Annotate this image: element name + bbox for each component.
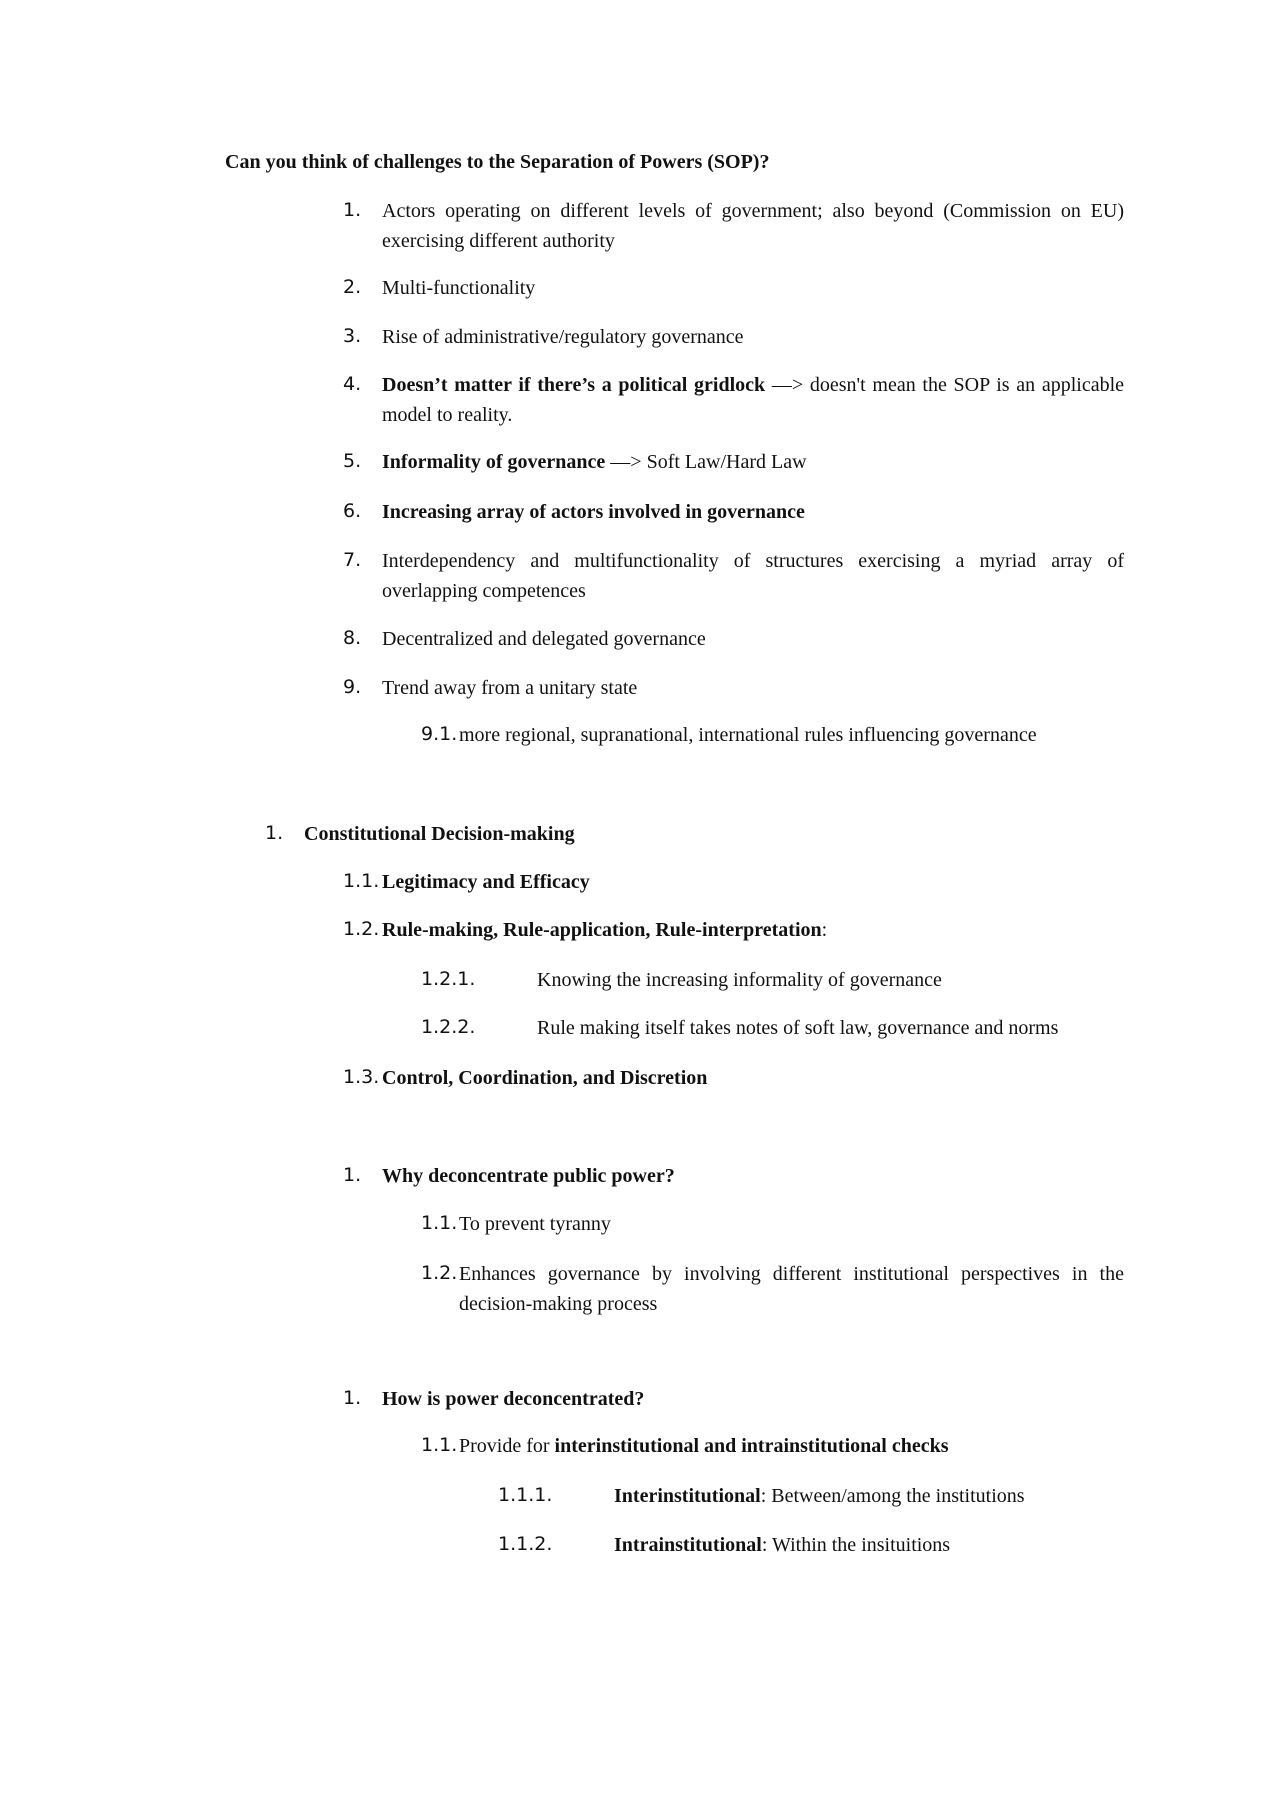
- plain-phrase: —> doesn't mean the SOP is an applicable model to reality.: [382, 374, 1125, 426]
- list-number: 1.2.2.: [421, 1016, 476, 1038]
- list-number: 1.1.2.: [498, 1533, 553, 1555]
- list-item-text: To prevent tyranny: [459, 1213, 611, 1235]
- bold-phrase: Intrainstitutional: [614, 1534, 762, 1556]
- list-item-text: Rise of administrative/regulatory governance: [382, 326, 744, 348]
- section-title: How is power deconcentrated?: [382, 1388, 645, 1410]
- list-item-text: Trend away from a unitary state: [382, 677, 638, 699]
- list-number: 1.3.: [343, 1066, 380, 1088]
- list-item-text: [382, 370, 1124, 430]
- bold-phrase: interinstitutional and intrainstitutional checks: [554, 1435, 949, 1457]
- list-item-text: [614, 1530, 950, 1560]
- list-number: 4.: [343, 373, 362, 395]
- section-number: 1.: [343, 1387, 362, 1409]
- list-number: 6.: [343, 500, 362, 522]
- plain-phrase: : Between/among the institutions: [760, 1485, 1025, 1507]
- list-item-text: [614, 1481, 1025, 1511]
- list-item-text: more regional, supranational, international rules influencing governance: [459, 724, 1037, 746]
- section-title: Constitutional Decision-making: [304, 823, 575, 845]
- section-number: 1.: [343, 1164, 362, 1186]
- list-item-text: Multi-functionality: [382, 277, 536, 299]
- list-item-text: Knowing the increasing informality of governance: [537, 969, 942, 991]
- list-item-text: Enhances governance by involving different institutional perspectives in the decision-making process: [459, 1263, 1124, 1315]
- plain-phrase: : Within the insituitions: [761, 1534, 951, 1556]
- bold-phrase: Doesn’t matter if there’s a political gridlock: [382, 374, 766, 396]
- list-item-text: Legitimacy and Efficacy: [382, 871, 590, 893]
- section-title: Why deconcentrate public power?: [382, 1165, 675, 1187]
- list-number: 1.1.: [343, 870, 380, 892]
- bold-phrase: Informality of governance: [382, 451, 606, 473]
- list-number: 1.1.: [421, 1434, 458, 1456]
- list-number: 9.1.: [421, 723, 458, 745]
- plain-phrase: Provide for: [459, 1435, 555, 1457]
- list-number: 7.: [343, 549, 362, 571]
- list-item-text: [459, 1431, 948, 1461]
- list-item-text: [382, 447, 807, 477]
- bold-phrase: Interinstitutional: [614, 1485, 761, 1507]
- list-item-text: Interdependency and multifunctionality of structures exercising a myriad array of overlapping competences: [382, 550, 1124, 602]
- document-heading: Can you think of challenges to the Separation of Powers (SOP)?: [225, 151, 770, 173]
- bold-phrase: Rule-making, Rule-application, Rule-interpretation: [382, 919, 822, 941]
- bold-phrase: Increasing array of actors involved in governance: [382, 501, 805, 523]
- list-item-text: Actors operating on different levels of government; also beyond (Commission on EU) exercising different authority: [382, 200, 1124, 252]
- list-number: 1.1.1.: [498, 1484, 553, 1506]
- list-number: 3.: [343, 325, 362, 347]
- list-number: 1.2.: [343, 918, 380, 940]
- list-item-text: Decentralized and delegated governance: [382, 628, 706, 650]
- plain-phrase: :: [821, 919, 828, 941]
- list-number: 1.1.: [421, 1212, 458, 1234]
- list-number: 1.2.1.: [421, 968, 476, 990]
- list-number: 9.: [343, 676, 362, 698]
- list-item-text: [382, 497, 805, 527]
- list-number: 1.: [343, 199, 362, 221]
- list-item-text: Control, Coordination, and Discretion: [382, 1067, 708, 1089]
- list-number: 2.: [343, 276, 362, 298]
- list-item-text: [382, 915, 827, 945]
- plain-phrase: —> Soft Law/Hard Law: [605, 451, 807, 473]
- list-number: 5.: [343, 450, 362, 472]
- list-number: 1.2.: [421, 1262, 458, 1284]
- list-item-text: Rule making itself takes notes of soft law, governance and norms: [537, 1017, 1059, 1039]
- section-number: 1.: [265, 822, 284, 844]
- list-number: 8.: [343, 627, 362, 649]
